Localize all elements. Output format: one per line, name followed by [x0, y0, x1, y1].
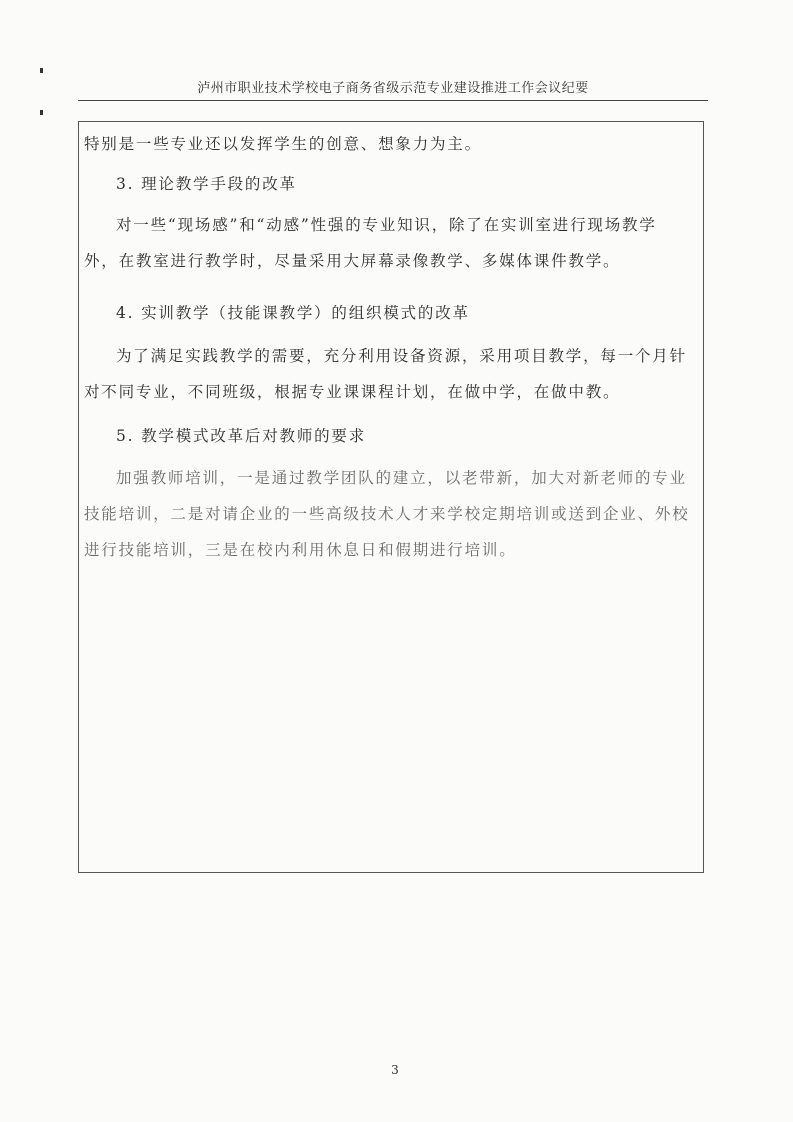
binding-mark-top: [40, 68, 43, 73]
paragraph-teacher-requirements: 加强教师培训，一是通过教学团队的建立，以老带新，加大对新老师的专业技能培训，二是对请企业的一些高级技术人才来学校定期培训或送到企业、外校进行技能培训，三是在校内利用休息日和假期进行培训。: [84, 469, 690, 559]
paragraph-practical-teaching: 为了满足实践教学的需要，充分利用设备资源，采用项目教学，每一个月针对不同专业，不同班级，根据专业课课程计划，在做中学，在做中教。: [84, 347, 687, 401]
section-heading-4: 4. 实训教学（技能课教学）的组织模式的改革: [116, 304, 470, 322]
section-heading-3: 3. 理论教学手段的改革: [116, 175, 297, 193]
header-divider: [78, 100, 708, 101]
paragraph-theory-teaching: 对一些“现场感”和“动感”性强的专业知识，除了在实训室进行现场教学外，在教室进行教学时，尽量采用大屏幕录像教学、多媒体课件教学。: [84, 216, 657, 270]
binding-mark-bottom: [40, 110, 43, 115]
page-number: 3: [391, 1063, 399, 1077]
section-heading-5: 5. 教学模式改革后对教师的要求: [116, 427, 367, 445]
paragraph-continuation: 特别是一些专业还以发挥学生的创意、想象力为主。: [84, 135, 482, 153]
document-header: 泸州市职业技术学校电子商务省级示范专业建设推进工作会议纪要: [197, 81, 589, 96]
